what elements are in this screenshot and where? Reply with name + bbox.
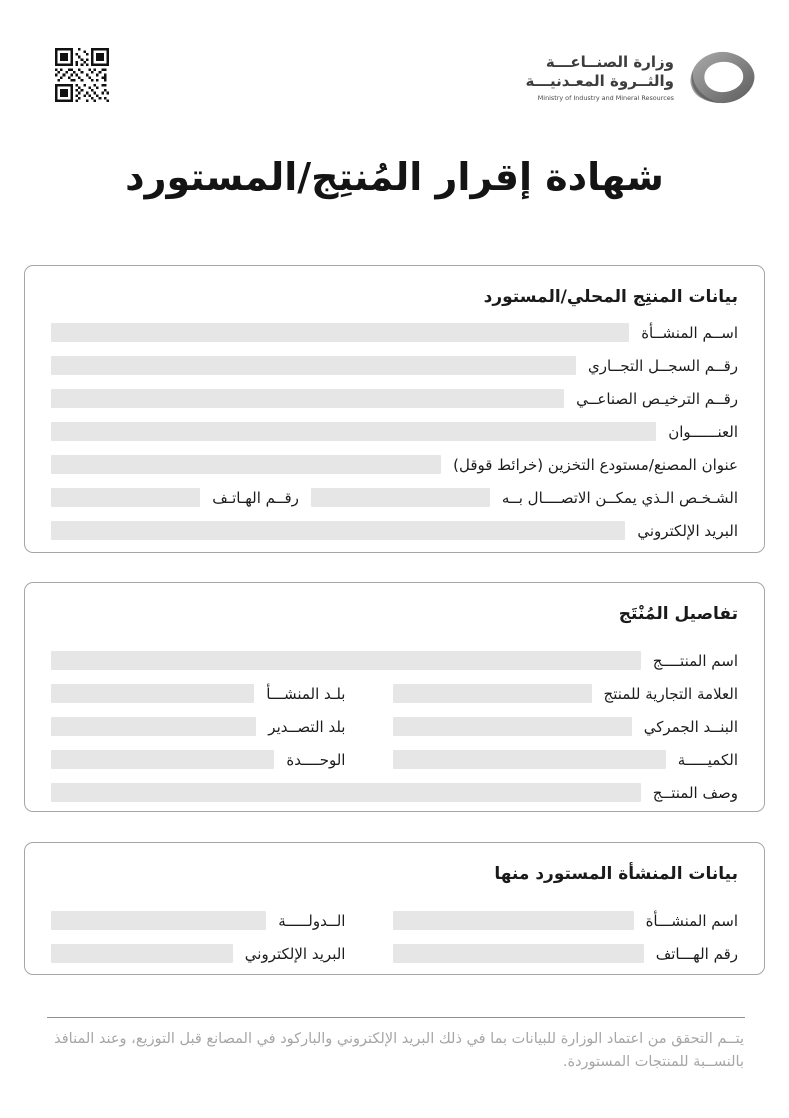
- form-row: [51, 743, 738, 776]
- export-country-label: بلد التصــدير: [268, 717, 346, 736]
- field-group: [393, 717, 738, 736]
- origin-country-input[interactable]: [51, 684, 254, 703]
- form-row: [51, 644, 738, 677]
- phone-number-input[interactable]: [51, 488, 200, 507]
- product-trademark-label: العلامة التجارية للمنتج: [603, 684, 738, 703]
- commercial-registration-label: رقــم السجــل التجــاري: [588, 356, 738, 375]
- footer-divider: [47, 1017, 745, 1018]
- export-country-input[interactable]: [51, 717, 256, 736]
- ministry-logo: [525, 46, 759, 108]
- quantity-input[interactable]: [393, 750, 665, 769]
- section-product-details: [24, 582, 765, 812]
- form-row: [51, 904, 738, 937]
- source-country-label: الــدولـــــة: [278, 911, 346, 930]
- factory-warehouse-address-label: عنوان المصنع/مستودع التخزين (خرائط قوقل): [453, 455, 738, 474]
- form-row: [51, 415, 738, 448]
- unit-label: الوحــــدة: [286, 750, 346, 769]
- form-row: [51, 316, 738, 349]
- ribbon-loop-logo-icon: [683, 46, 759, 108]
- qr-code-icon: [55, 48, 109, 102]
- source-email-input[interactable]: [51, 944, 233, 963]
- section-source-establishment: [24, 842, 765, 975]
- customs-item-input[interactable]: [393, 717, 631, 736]
- industrial-license-input[interactable]: [51, 389, 564, 408]
- ministry-name-arabic-line1: وزارة الصنــاعـــة: [545, 53, 674, 71]
- address-input[interactable]: [51, 422, 656, 441]
- section-producer-heading: بيانات المنتِج المحلي/المستورد: [483, 287, 738, 307]
- establishment-name-label: اســم المنشــأة: [641, 323, 738, 342]
- unit-input[interactable]: [51, 750, 274, 769]
- commercial-registration-input[interactable]: [51, 356, 576, 375]
- product-description-input[interactable]: [51, 783, 641, 802]
- source-establishment-name-label: اسم المنشـــأة: [645, 911, 738, 930]
- form-row: [51, 937, 738, 970]
- section-source-heading: بيانات المنشأة المستورد منها: [494, 864, 738, 884]
- product-description-label: وصف المنتــج: [652, 783, 738, 802]
- form-row: [51, 349, 738, 382]
- customs-item-label: البنــد الجمركي: [643, 717, 738, 736]
- phone-number-label: رقــم الهـاتـف: [212, 488, 299, 507]
- form-row: [51, 677, 738, 710]
- industrial-license-label: رقــم الترخيـص الصناعــي: [576, 389, 738, 408]
- field-group: [393, 944, 738, 963]
- ministry-name: [525, 53, 674, 102]
- factory-warehouse-address-input[interactable]: [51, 455, 441, 474]
- form-row: [51, 776, 738, 809]
- ministry-name-arabic-line2: والثــروة المعـدنيـــة: [525, 72, 674, 90]
- form-row: [51, 710, 738, 743]
- contact-person-label: الشـخـص الـذي يمكــن الاتصــــال بــه: [501, 488, 738, 507]
- source-country-input[interactable]: [51, 911, 266, 930]
- field-group: [51, 750, 345, 769]
- product-name-input[interactable]: [51, 651, 641, 670]
- establishment-name-input[interactable]: [51, 323, 629, 342]
- section-product-heading: تفاصيل المُنْتَج: [618, 604, 738, 624]
- ministry-name-english: Ministry of Industry and Mineral Resources: [537, 94, 674, 102]
- origin-country-label: بلـد المنشـــأ: [266, 684, 346, 703]
- product-name-label: اسم المنتــــج: [652, 651, 738, 670]
- form-row: [51, 382, 738, 415]
- source-phone-input[interactable]: [393, 944, 643, 963]
- footer-note: يتــم التحقق من اعتماد الوزارة للبيانات بما في ذلك البريد الإلكتروني والباركود في المصانع قبل التوزيع، وعند المنافذ بالنســبة للمنتجات المستوردة.: [54, 1031, 744, 1070]
- address-label: العنــــــوان: [668, 422, 738, 441]
- field-group: [51, 944, 345, 963]
- source-establishment-name-input[interactable]: [393, 911, 633, 930]
- field-group: [393, 750, 738, 769]
- field-group: [51, 717, 345, 736]
- form-row: [51, 481, 738, 514]
- qr-code-icon: [55, 48, 109, 102]
- email-input[interactable]: [51, 521, 625, 540]
- field-group: [51, 684, 345, 703]
- page-title: شهادة إقرار المُنتِج/المستورد: [125, 155, 664, 199]
- quantity-label: الكميـــــة: [677, 750, 738, 769]
- form-row: [51, 514, 738, 547]
- source-phone-label: رقم الهـــاتف: [655, 944, 738, 963]
- contact-person-input[interactable]: [311, 488, 490, 507]
- field-group: [51, 911, 345, 930]
- section-producer-info: [24, 265, 765, 553]
- field-group: [393, 684, 738, 703]
- form-row: [51, 448, 738, 481]
- field-group: [393, 911, 738, 930]
- product-trademark-input[interactable]: [393, 684, 591, 703]
- source-email-label: البريد الإلكتروني: [244, 944, 346, 963]
- email-label: البريد الإلكتروني: [637, 521, 738, 540]
